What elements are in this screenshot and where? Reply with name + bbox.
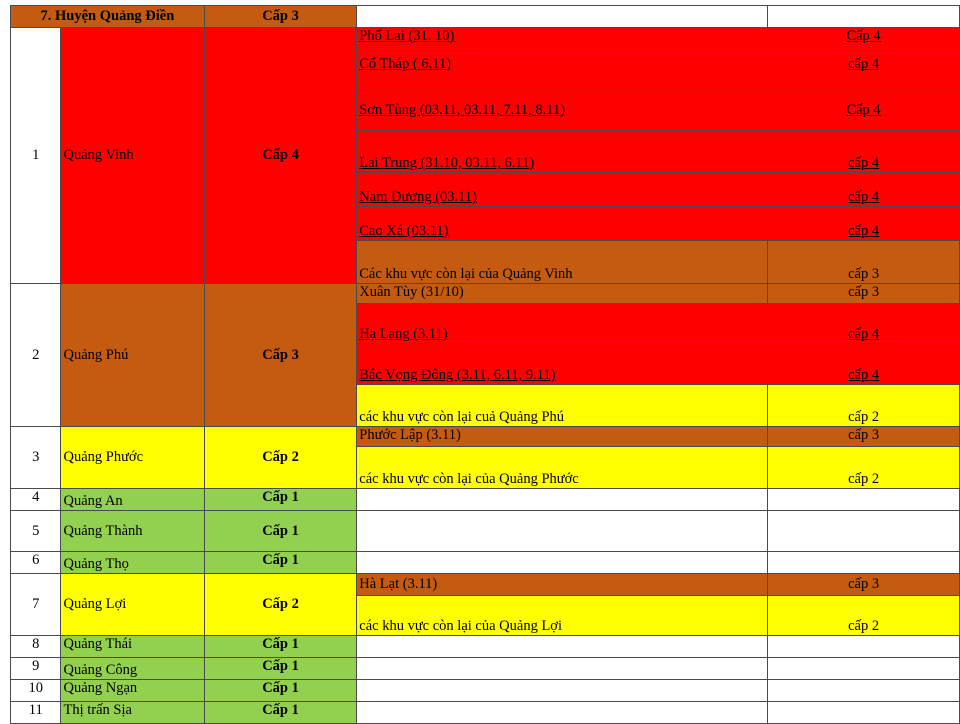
commune-level: Cấp 1 [204, 636, 356, 658]
empty-cell [357, 6, 768, 28]
empty-cell [768, 636, 960, 658]
empty-cell [768, 511, 960, 552]
row-number: 1 [11, 28, 61, 284]
area-level: cấp 3 [768, 427, 960, 447]
area-name: Sơn Tùng (03.11, 03.11, 7.11, 8.11) [357, 90, 768, 131]
row-number: 6 [11, 552, 61, 574]
area-name: Phổ Lai (31. 10) [357, 28, 768, 56]
table-row [11, 284, 960, 304]
commune-level: Cấp 2 [204, 427, 356, 489]
row-number: 7 [11, 574, 61, 636]
commune-level: Cấp 1 [204, 489, 356, 511]
table-row [11, 702, 960, 724]
area-name: Nam Dương (03.11) [357, 173, 768, 207]
table-row [11, 574, 960, 596]
empty-cell [357, 702, 768, 724]
area-name: Hạ Lang (3.11) [357, 304, 768, 344]
commune-level: Cấp 1 [204, 702, 356, 724]
row-number: 2 [11, 284, 61, 427]
table-row [11, 636, 960, 658]
area-level: cấp 2 [768, 596, 960, 636]
commune-name: Thị trấn Sịa [61, 702, 204, 724]
area-level: cấp 2 [768, 447, 960, 489]
area-level: cấp 4 [768, 344, 960, 385]
commune-name: Quảng Lợi [61, 574, 204, 636]
commune-level: Cấp 3 [204, 284, 356, 427]
table-row [11, 552, 960, 574]
row-number: 10 [11, 680, 61, 702]
area-level: cấp 4 [768, 131, 960, 173]
area-level: cấp 4 [768, 173, 960, 207]
area-name: Cổ Tháp ( 6.11) [357, 56, 768, 90]
commune-level: Cấp 1 [204, 552, 356, 574]
commune-name: Quảng Vinh [61, 28, 204, 284]
table-row [11, 680, 960, 702]
row-number: 8 [11, 636, 61, 658]
area-level: cấp 3 [768, 284, 960, 304]
commune-level: Cấp 1 [204, 680, 356, 702]
area-level: cấp 4 [768, 56, 960, 90]
empty-cell [357, 552, 768, 574]
commune-name: Quảng Thành [61, 511, 204, 552]
area-level: cấp 2 [768, 385, 960, 427]
empty-cell [768, 658, 960, 680]
area-level: cấp 4 [768, 304, 960, 344]
district-title: 7. Huyện Quảng Điền [11, 6, 205, 28]
table-row [11, 427, 960, 447]
empty-cell [768, 489, 960, 511]
area-name: Cao Xá (03.11) [357, 207, 768, 241]
area-level: cấp 4 [768, 207, 960, 241]
empty-cell [768, 680, 960, 702]
area-name: Các khu vực còn lại của Quảng Vinh [357, 241, 768, 284]
row-number: 4 [11, 489, 61, 511]
commune-name: Quảng An [61, 489, 204, 511]
area-name: Bác Vọng Đông (3.11, 6.11, 9.11) [357, 344, 768, 385]
area-level: cấp 3 [768, 241, 960, 284]
empty-cell [768, 552, 960, 574]
area-name: các khu vực còn lại của Quảng Lợi [357, 596, 768, 636]
commune-name: Quảng Thọ [61, 552, 204, 574]
table-row [11, 658, 960, 680]
commune-level: Cấp 4 [204, 28, 356, 284]
empty-cell [357, 658, 768, 680]
empty-cell [357, 489, 768, 511]
commune-name: Quảng Thái [61, 636, 204, 658]
area-level: cấp 3 [768, 574, 960, 596]
area-name: Hà Lạt (3.11) [357, 574, 768, 596]
area-name: Xuân Tùy (31/10) [357, 284, 768, 304]
commune-name: Quảng Ngạn [61, 680, 204, 702]
area-name: Lai Trung (31.10, 03.11, 6.11) [357, 131, 768, 173]
district-level: Cấp 3 [204, 6, 356, 28]
commune-level: Cấp 2 [204, 574, 356, 636]
area-name: các khu vực còn lại cuả Quảng Phú [357, 385, 768, 427]
commune-level: Cấp 1 [204, 511, 356, 552]
commune-name: Quảng Phước [61, 427, 204, 489]
empty-cell [357, 636, 768, 658]
empty-cell [357, 511, 768, 552]
risk-level-table [10, 5, 960, 724]
area-level: Cấp 4 [768, 28, 960, 56]
table-row [11, 28, 960, 56]
empty-cell [768, 702, 960, 724]
table-row [11, 511, 960, 552]
empty-cell [357, 680, 768, 702]
area-level: Cấp 4 [768, 90, 960, 131]
row-number: 9 [11, 658, 61, 680]
empty-cell [768, 6, 960, 28]
commune-level: Cấp 1 [204, 658, 356, 680]
row-number: 3 [11, 427, 61, 489]
area-name: các khu vực còn lại của Quảng Phước [357, 447, 768, 489]
row-number: 5 [11, 511, 61, 552]
row-number: 11 [11, 702, 61, 724]
commune-name: Quảng Phú [61, 284, 204, 427]
area-name: Phước Lập (3.11) [357, 427, 768, 447]
table-row [11, 489, 960, 511]
commune-name: Quảng Công [61, 658, 204, 680]
